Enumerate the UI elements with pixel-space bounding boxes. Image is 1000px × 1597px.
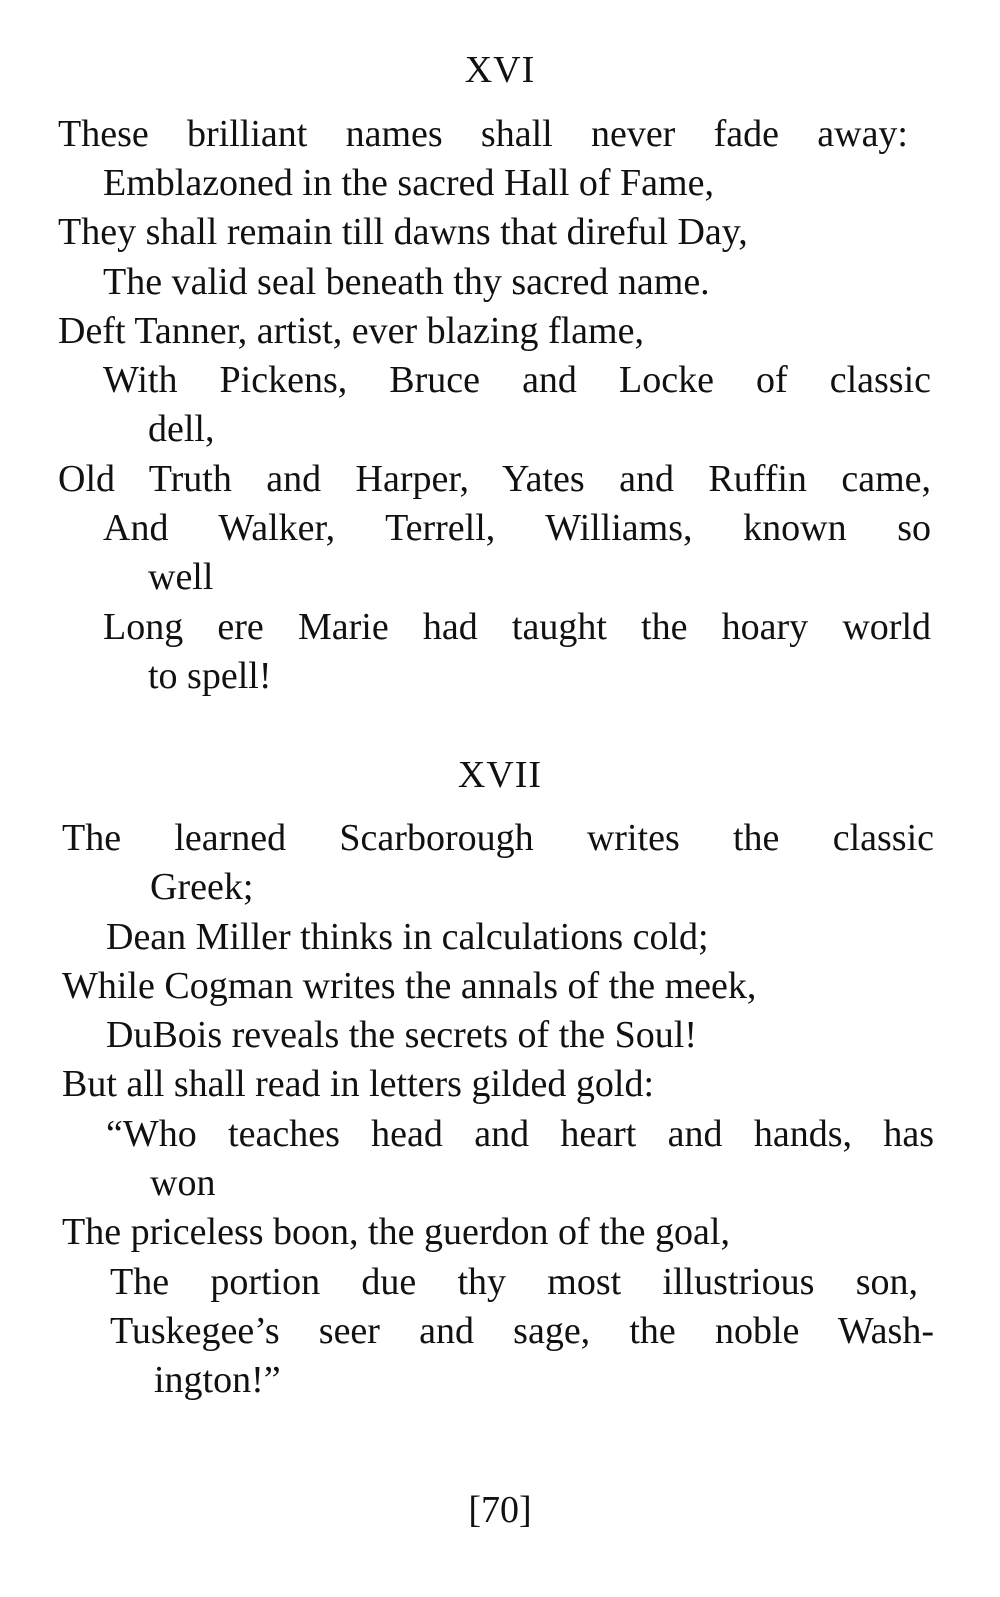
stanza-xvi-line-9: Long ere Marie had taught the hoary world — [103, 606, 931, 648]
stanza-number-xvii: XVII — [457, 754, 543, 796]
stanza-xvii-line-3: While Cogman writes the annals of the meek, — [62, 965, 757, 1007]
stanza-xvi-line-6-cont: dell, — [148, 408, 215, 450]
stanza-xvii-line-7: The priceless boon, the guerdon of the goal, — [62, 1211, 730, 1253]
stanza-xvi-line-2: Emblazoned in the sacred Hall of Fame, — [103, 162, 714, 204]
stanza-xvii-line-6: “Who teaches head and heart and hands, has — [106, 1113, 934, 1155]
stanza-xvi-line-9-cont: to spell! — [148, 655, 272, 697]
stanza-xvii-line-1-cont: Greek; — [150, 866, 254, 908]
stanza-xvii-line-5: But all shall read in letters gilded gold: — [62, 1063, 655, 1105]
stanza-xvii-line-9-cont: ington!” — [154, 1359, 281, 1401]
stanza-xvi-line-5: Deft Tanner, artist, ever blazing flame, — [58, 310, 644, 352]
stanza-xvi-line-4: The valid seal beneath thy sacred name. — [103, 261, 710, 303]
stanza-xvi-line-3: They shall remain till dawns that direful Day, — [58, 211, 748, 253]
stanza-xvi-line-8-cont: well — [148, 556, 214, 598]
stanza-xvi-line-1: These brilliant names shall never fade away: — [58, 113, 908, 155]
stanza-xvi-line-8: And Walker, Terrell, Williams, known so — [103, 507, 931, 549]
stanza-xvii-line-4: DuBois reveals the secrets of the Soul! — [106, 1014, 697, 1056]
stanza-xvi-line-6: With Pickens, Bruce and Locke of classic — [103, 359, 931, 401]
stanza-number-xvi: XVI — [464, 49, 536, 91]
stanza-xvii-line-9: Tuskegee’s seer and sage, the noble Wash- — [110, 1310, 934, 1352]
stanza-xvii-line-6-cont: won — [150, 1162, 216, 1204]
stanza-xvi-line-7: Old Truth and Harper, Yates and Ruffin came, — [58, 458, 931, 500]
stanza-xvii-line-2: Dean Miller thinks in calculations cold; — [106, 916, 709, 958]
stanza-xvii-line-8: The portion due thy most illustrious son, — [110, 1261, 918, 1303]
page-number: [70] — [468, 1489, 532, 1531]
stanza-xvii-line-1: The learned Scarborough writes the classic — [62, 817, 934, 859]
